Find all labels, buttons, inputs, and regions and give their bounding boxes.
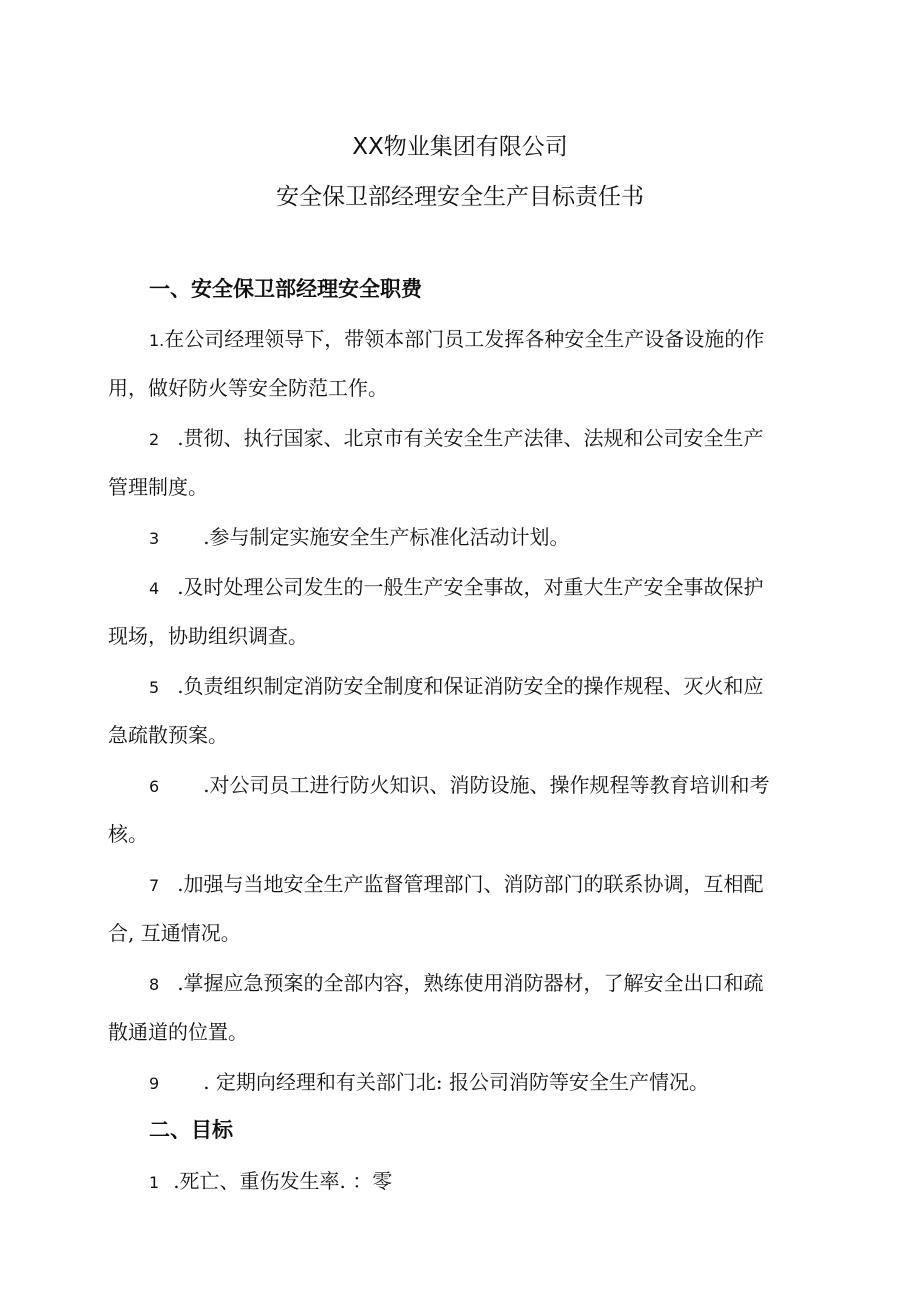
list-item-continuation: 用，做好防火等安全防范工作。 bbox=[108, 376, 388, 400]
list-item-continuation: 急疏散预案。 bbox=[108, 723, 228, 747]
item-text: .加强与当地安全生产监督管理部门、消防部门的联系协调，互相配 bbox=[177, 872, 764, 896]
list-item-continuation: 合, 互通情况。 bbox=[108, 921, 241, 945]
list-item bbox=[149, 769, 770, 798]
item-number: 2 bbox=[149, 430, 160, 449]
item-text: .掌握应急预案的全部内容，熟练使用消防器材，了解安全出口和疏 bbox=[177, 971, 764, 995]
item-text: 在公司经理领导下，带领本部门员工发挥各种安全生产设备设施的作 bbox=[164, 327, 765, 351]
list-item bbox=[149, 323, 764, 352]
item-number: 7 bbox=[149, 876, 160, 895]
document-title: 安全保卫部经理安全生产目标责任书 bbox=[276, 184, 644, 210]
list-item bbox=[149, 967, 764, 996]
item-text: .负责组织制定消防安全制度和保证消防安全的操作规程、灭火和应 bbox=[177, 674, 764, 698]
item-number: 3 bbox=[149, 529, 160, 548]
item-number: 6 bbox=[149, 777, 160, 796]
list-item bbox=[149, 1066, 709, 1095]
item-number: 8 bbox=[149, 975, 160, 994]
item-number: 1. bbox=[149, 331, 165, 350]
list-item-continuation: 散通道的位置。 bbox=[108, 1020, 248, 1044]
item-text: . 定期向经理和有关部门北: 报公司消防等安全生产情况。 bbox=[203, 1070, 709, 1094]
list-item bbox=[149, 868, 764, 897]
item-text: .对公司员工进行防火知识、消防设施、操作规程等教育培训和考 bbox=[203, 773, 770, 797]
item-number: 1 bbox=[149, 1173, 160, 1192]
list-item bbox=[149, 1165, 392, 1194]
list-item bbox=[149, 670, 764, 699]
list-item-continuation: 核。 bbox=[108, 822, 148, 846]
item-text: .及时处理公司发生的一般生产安全事故，对重大生产安全事故保护 bbox=[177, 575, 764, 599]
item-text: .贯彻、执行国家、北京市有关安全生产法律、法规和公司安全生产 bbox=[177, 426, 764, 450]
list-item bbox=[149, 571, 764, 600]
section-2-heading: 二、目标 bbox=[149, 1118, 233, 1142]
item-number: 5 bbox=[149, 678, 160, 697]
item-number: 4 bbox=[149, 579, 160, 598]
list-item bbox=[149, 422, 764, 451]
list-item-continuation: 现场，协助组织调查。 bbox=[108, 624, 308, 648]
list-item bbox=[149, 521, 570, 550]
company-name: XX物业集团有限公司 bbox=[352, 134, 568, 160]
item-text: .参与制定实施安全生产标准化活动计划。 bbox=[203, 525, 570, 549]
section-1-heading: 一、安全保卫部经理安全职费 bbox=[149, 277, 422, 301]
item-text: .死亡、重伤发生率. ：零 bbox=[173, 1169, 393, 1193]
list-item-continuation: 管理制度。 bbox=[108, 475, 208, 499]
item-number: 9 bbox=[149, 1074, 160, 1093]
